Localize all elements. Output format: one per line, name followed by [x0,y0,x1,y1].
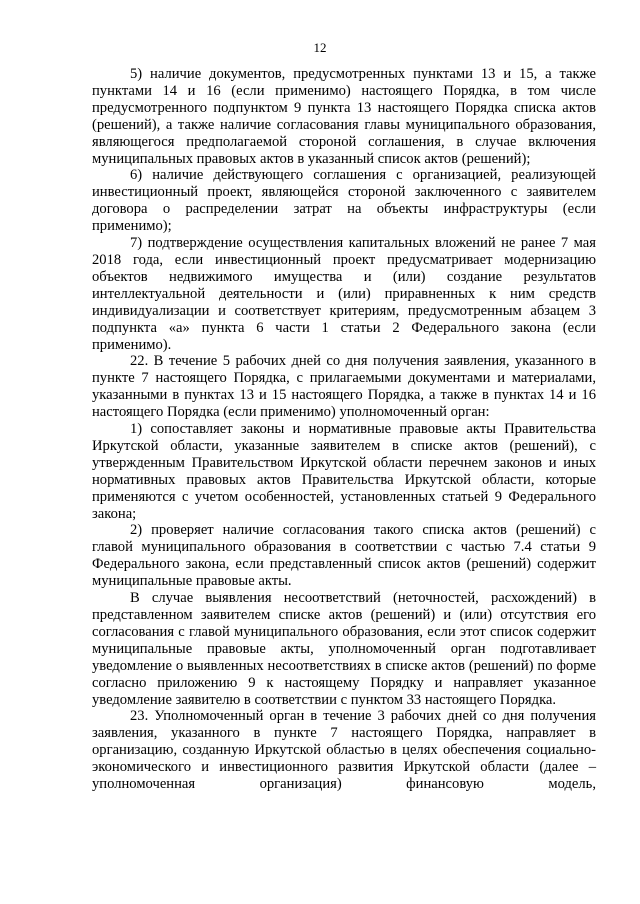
paragraph-item-7-capital-investments: 7) подтверждение осуществления капитальных вложений не ранее 7 мая 2018 года, если инвестиционный проект предусматривает модернизацию объектов недвижимого имущества и (или) создание результатов интеллектуальной деятельности и (или) приравненных к ним средств индивидуализации и соответствует критериям, предусмотренным абзацем 3 подпункта «а» пункта 6 части 1 статьи 2 Федерального закона (если применимо). [92,235,596,353]
paragraph-clause-22: 22. В течение 5 рабочих дней со дня получения заявления, указанного в пункте 7 настоящего Порядка, с прилагаемыми документами и материалами, указанными в пунктах 13 и 15 настоящего Порядка, а также в пунктах 14 и 16 настоящего Порядка (если применимо) уполномоченный орган: [92,353,596,421]
paragraph-item-5-documents: 5) наличие документов, предусмотренных пунктами 13 и 15, а также пунктами 14 и 16 (если применимо) настоящего Порядка, в том числе предусмотренного подпунктом 9 пункта 13 настоящего Порядка списка актов (решений), а также наличие согласования главы муниципального образования, являющегося предполагаемой стороной соглашения, в случае включения муниципальных правовых актов в указанный список актов (решений); [92,66,596,167]
document-body [92,66,596,793]
paragraph-clause-23: 23. Уполномоченный орган в течение 3 рабочих дней со дня получения заявления, указанного в пункте 7 настоящего Порядка, направляет в организацию, созданную Иркутской областью в целях обеспечения социально-экономического и инвестиционного развития Иркутской области (далее – уполномоченная организация) финансовую модель, [92,708,596,793]
paragraph-clause-22-item-1: 1) сопоставляет законы и нормативные правовые акты Правительства Иркутской области, указанные заявителем в списке актов (решений), с утвержденным Правительством Иркутской области перечнем законов и иных нормативных правовых актов Правительства Иркутской области, которые применяются с учетом особенностей, установленных статьей 9 Федерального закона; [92,421,596,522]
paragraph-discrepancy-notice: В случае выявления несоответствий (неточностей, расхождений) в представленном заявителем списке актов (решений) и (или) отсутствия его согласования с главой муниципального образования, если этот список содержит муниципальные правовые акты, уполномоченный орган подготавливает уведомление о выявленных несоответствиях в списке актов (решений) по форме согласно приложению 9 к настоящему Порядку и направляет указанное уведомление заявителю в соответствии с пунктом 33 настоящего Порядка. [92,590,596,708]
page-number: 12 [313,40,327,55]
paragraph-clause-22-item-2: 2) проверяет наличие согласования такого списка актов (решений) с главой муниципального образования в соответствии с частью 7.4 статьи 9 Федерального закона, если представленный список актов (решений) содержит муниципальные правовые акты. [92,522,596,590]
paragraph-item-6-agreement: 6) наличие действующего соглашения с организацией, реализующей инвестиционный проект, являющейся стороной заключенного с заявителем договора о распределении затрат на объекты инфраструктуры (если применимо); [92,167,596,235]
